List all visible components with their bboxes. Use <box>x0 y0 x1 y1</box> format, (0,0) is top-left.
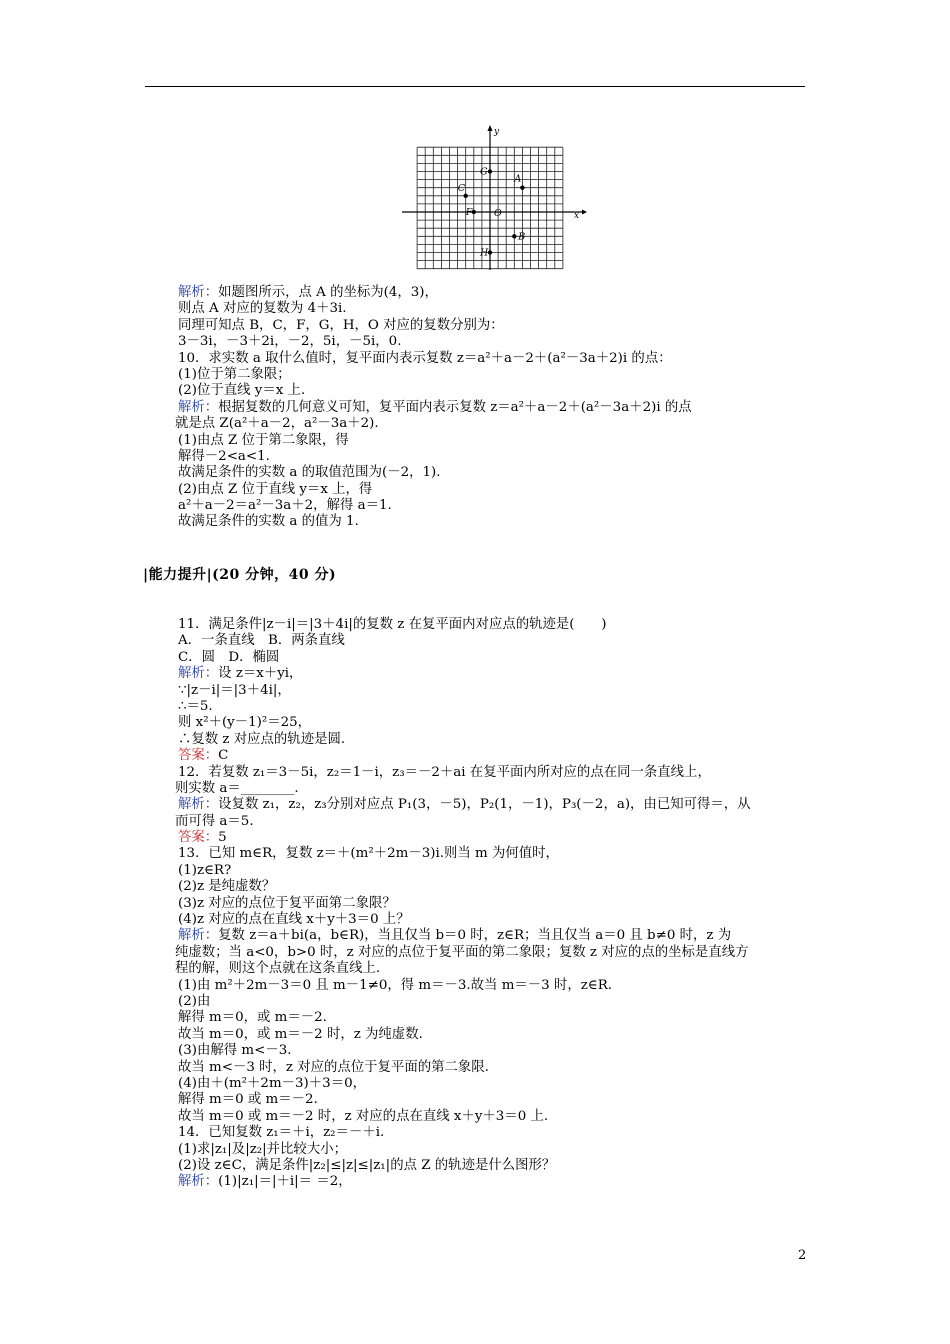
text-line <box>178 846 818 862</box>
coordinate-grid-figure <box>400 122 590 272</box>
text-line <box>178 400 818 416</box>
text-line <box>175 814 818 830</box>
text-line <box>178 797 818 813</box>
point-A <box>520 186 524 190</box>
line-text: ∵|z－i|＝|3＋4i|， <box>178 682 291 698</box>
solution-block-1 <box>175 285 818 531</box>
point-label-B: B <box>518 231 526 243</box>
line-text: C．圆 D．椭圆 <box>178 649 280 665</box>
line-tag: 解析： <box>178 1174 219 1190</box>
line-text: (3)由解得 m<－3. <box>178 1043 292 1059</box>
text-line <box>178 650 818 666</box>
text-line <box>178 367 818 383</box>
line-text: 根据复数的几何意义可知，复平面内表示复数 z＝a²＋a－2＋(a²－3a＋2)i 的点 <box>218 399 692 415</box>
text-line <box>178 978 818 994</box>
line-text: (4)z 对应的点在直线 x＋y＋3＝0 上？ <box>178 912 410 928</box>
text-line <box>178 334 818 350</box>
line-tag: 解析： <box>178 928 219 944</box>
line-text: 解得 m＝0，或 m＝－2. <box>178 1010 327 1026</box>
text-line <box>178 301 818 317</box>
point-label-O: O <box>494 208 502 219</box>
text-line <box>178 1010 818 1026</box>
point-C <box>464 194 468 198</box>
line-text: (1)由 m²＋2m－3＝0 且 m－1≠0，得 m＝－3.故当 m＝－3 时，z∈R. <box>178 977 613 993</box>
text-line <box>178 383 818 399</box>
line-text: 14．已知复数 z₁＝＋i，z₂＝－＋i. <box>178 1125 385 1141</box>
line-text: 而可得 a＝5. <box>175 813 254 829</box>
line-text: (2)z 是纯虚数？ <box>178 879 276 895</box>
line-text: 12．若复数 z₁＝3－5i，z₂＝1－i，z₃＝－2＋ai 在复平面内所对应的点在同一条直线上， <box>178 764 711 780</box>
text-line <box>175 945 818 961</box>
text-line <box>178 433 818 449</box>
text-line <box>178 633 818 649</box>
line-text: 复数 z＝a＋bi(a，b∈R)，当且仅当 b＝0 时，z∈R；当且仅当 a＝0 且 b≠0 时，z 为 <box>218 928 732 944</box>
line-text: (2)位于直线 y＝x 上. <box>178 383 306 399</box>
text-line <box>178 994 818 1010</box>
text-line <box>178 715 818 731</box>
text-line <box>178 863 818 879</box>
line-text: 程的解，则这个点就在这条直线上. <box>175 961 381 977</box>
line-text: 就是点 Z(a²＋a－2，a²－3a＋2). <box>175 416 379 432</box>
y-axis-arrow <box>488 125 493 131</box>
line-text: (3)z 对应的点位于复平面第二象限？ <box>178 895 396 911</box>
line-text: a²＋a－2＝a²－3a＋2，解得 a＝1. <box>178 498 392 514</box>
line-text: 故当 m＝0 或 m＝－2 时，z 对应的点在直线 x＋y＋3＝0 上. <box>178 1108 549 1124</box>
line-tag: 解析： <box>178 666 219 682</box>
line-text: 故满足条件的实数 a 的取值范围为(－2，1). <box>178 465 441 481</box>
text-line <box>178 732 818 748</box>
text-line <box>178 765 818 781</box>
line-text: (1)由点 Z 位于第二象限，得 <box>178 432 349 448</box>
line-text: (2)由 <box>178 993 211 1009</box>
y-axis-label: y <box>494 127 500 137</box>
line-text: (4)由＋(m²＋2m－3)＋3＝0， <box>178 1075 366 1091</box>
line-text: (1)位于第二象限； <box>178 366 291 382</box>
line-text: (1)求|z₁|及|z₂|并比较大小； <box>178 1141 347 1157</box>
line-text: ∴复数 z 对应点的轨迹是圆. <box>178 731 346 747</box>
line-text: 同理可知点 B，C，F，G，H，O 对应的复数分别为： <box>178 317 504 333</box>
text-line <box>178 1092 818 1108</box>
text-line <box>175 416 818 432</box>
line-text: 设复数 z₁，z₂，z₃分别对应点 P₁(3，－5)，P₂(1，－1)，P₃(－2，a)，由已知可得＝，从 <box>218 797 751 813</box>
line-text: 故当 m<－3 时，z 对应的点位于复平面的第二象限. <box>178 1059 489 1075</box>
line-text: C <box>218 748 229 764</box>
text-line <box>178 830 818 846</box>
line-text: (2)设 z∈C，满足条件|z₂|≤|z|≤|z₁|的点 Z 的轨迹是什么图形？ <box>178 1157 556 1173</box>
line-text: (1)|z₁|＝|＋i|＝ ＝2， <box>218 1174 352 1190</box>
text-line <box>178 928 818 944</box>
text-line <box>178 666 818 682</box>
text-line <box>178 1174 818 1190</box>
text-line <box>178 912 818 928</box>
point-label-C: C <box>457 182 465 194</box>
line-text: (2)由点 Z 位于直线 y＝x 上，得 <box>178 481 373 497</box>
point-G <box>488 169 492 173</box>
x-axis-label: x <box>574 211 580 221</box>
text-line <box>178 465 818 481</box>
text-line <box>178 482 818 498</box>
text-line <box>175 781 818 797</box>
axes <box>402 125 587 270</box>
line-tag: 答案： <box>178 830 219 846</box>
line-text: 13．已知 m∈R，复数 z＝＋(m²＋2m－3)i.则当 m 为何值时， <box>178 846 559 862</box>
text-line <box>178 617 818 633</box>
text-line <box>178 683 818 699</box>
line-text: ∴＝5. <box>178 698 213 714</box>
text-line <box>178 879 818 895</box>
line-text: 则点 A 对应的复数为 4＋3i. <box>178 301 347 317</box>
text-line <box>178 1060 818 1076</box>
point-H <box>488 250 492 254</box>
text-line <box>175 961 818 977</box>
line-text: 故当 m＝0，或 m＝－2 时，z 为纯虚数. <box>178 1026 423 1042</box>
x-axis-arrow <box>582 210 587 215</box>
line-text: 如题图所示，点 A 的坐标为(4，3)， <box>218 285 438 300</box>
text-line <box>178 285 818 301</box>
section-title: |能力提升|(20 分钟，40 分) <box>143 567 337 583</box>
text-line <box>178 1142 818 1158</box>
line-tag: 解析： <box>178 285 219 300</box>
line-text: 11．满足条件|z－i|＝|3＋4i|的复数 z 在复平面内对应点的轨迹是( ) <box>178 617 607 632</box>
line-text: 解得－2<a<1. <box>178 448 270 464</box>
line-text: 则 x²＋(y－1)²＝25， <box>178 715 312 731</box>
page-number: 2 <box>798 1248 807 1263</box>
line-text: 纯虚数；当 a<0，b>0 时，z 对应的点位于复平面的第二象限；复数 z 对应的点的坐标是直线方 <box>175 944 749 960</box>
line-text: 3－3i，－3＋2i，－2，5i，－5i，0. <box>178 334 402 350</box>
text-line <box>178 318 818 334</box>
text-line <box>178 1125 818 1141</box>
point-label-H: H <box>480 247 489 259</box>
text-line <box>178 514 818 530</box>
text-line <box>178 1109 818 1125</box>
line-text: 5 <box>218 830 227 846</box>
text-line <box>178 498 818 514</box>
line-text: 10．求实数 a 取什么值时，复平面内表示复数 z＝a²＋a－2＋(a²－3a＋2)i 的点： <box>178 350 672 366</box>
text-line <box>178 351 818 367</box>
point-B <box>512 234 516 238</box>
text-line <box>178 699 818 715</box>
line-text: 设 z＝x＋yi， <box>218 666 303 682</box>
text-line <box>178 896 818 912</box>
solution-block-2 <box>175 617 818 1191</box>
line-tag: 解析： <box>178 797 219 813</box>
header-rule <box>145 86 805 87</box>
text-line <box>178 1076 818 1092</box>
point-label-F: F <box>465 207 473 218</box>
line-text: 故满足条件的实数 a 的值为 1. <box>178 514 359 530</box>
text-line <box>178 1158 818 1174</box>
point-label-A: A <box>514 173 522 185</box>
text-line <box>178 748 818 764</box>
line-text: 则实数 a＝________. <box>175 780 299 796</box>
point-label-G: G <box>480 166 488 178</box>
text-line <box>178 449 818 465</box>
line-text: 解得 m＝0 或 m＝－2. <box>178 1092 318 1108</box>
line-text: (1)z∈R? <box>178 862 232 878</box>
line-tag: 解析： <box>178 399 219 415</box>
text-line <box>178 1027 818 1043</box>
line-text: A．一条直线 B．两条直线 <box>178 633 345 649</box>
line-tag: 答案： <box>178 748 219 764</box>
text-line <box>178 1043 818 1059</box>
